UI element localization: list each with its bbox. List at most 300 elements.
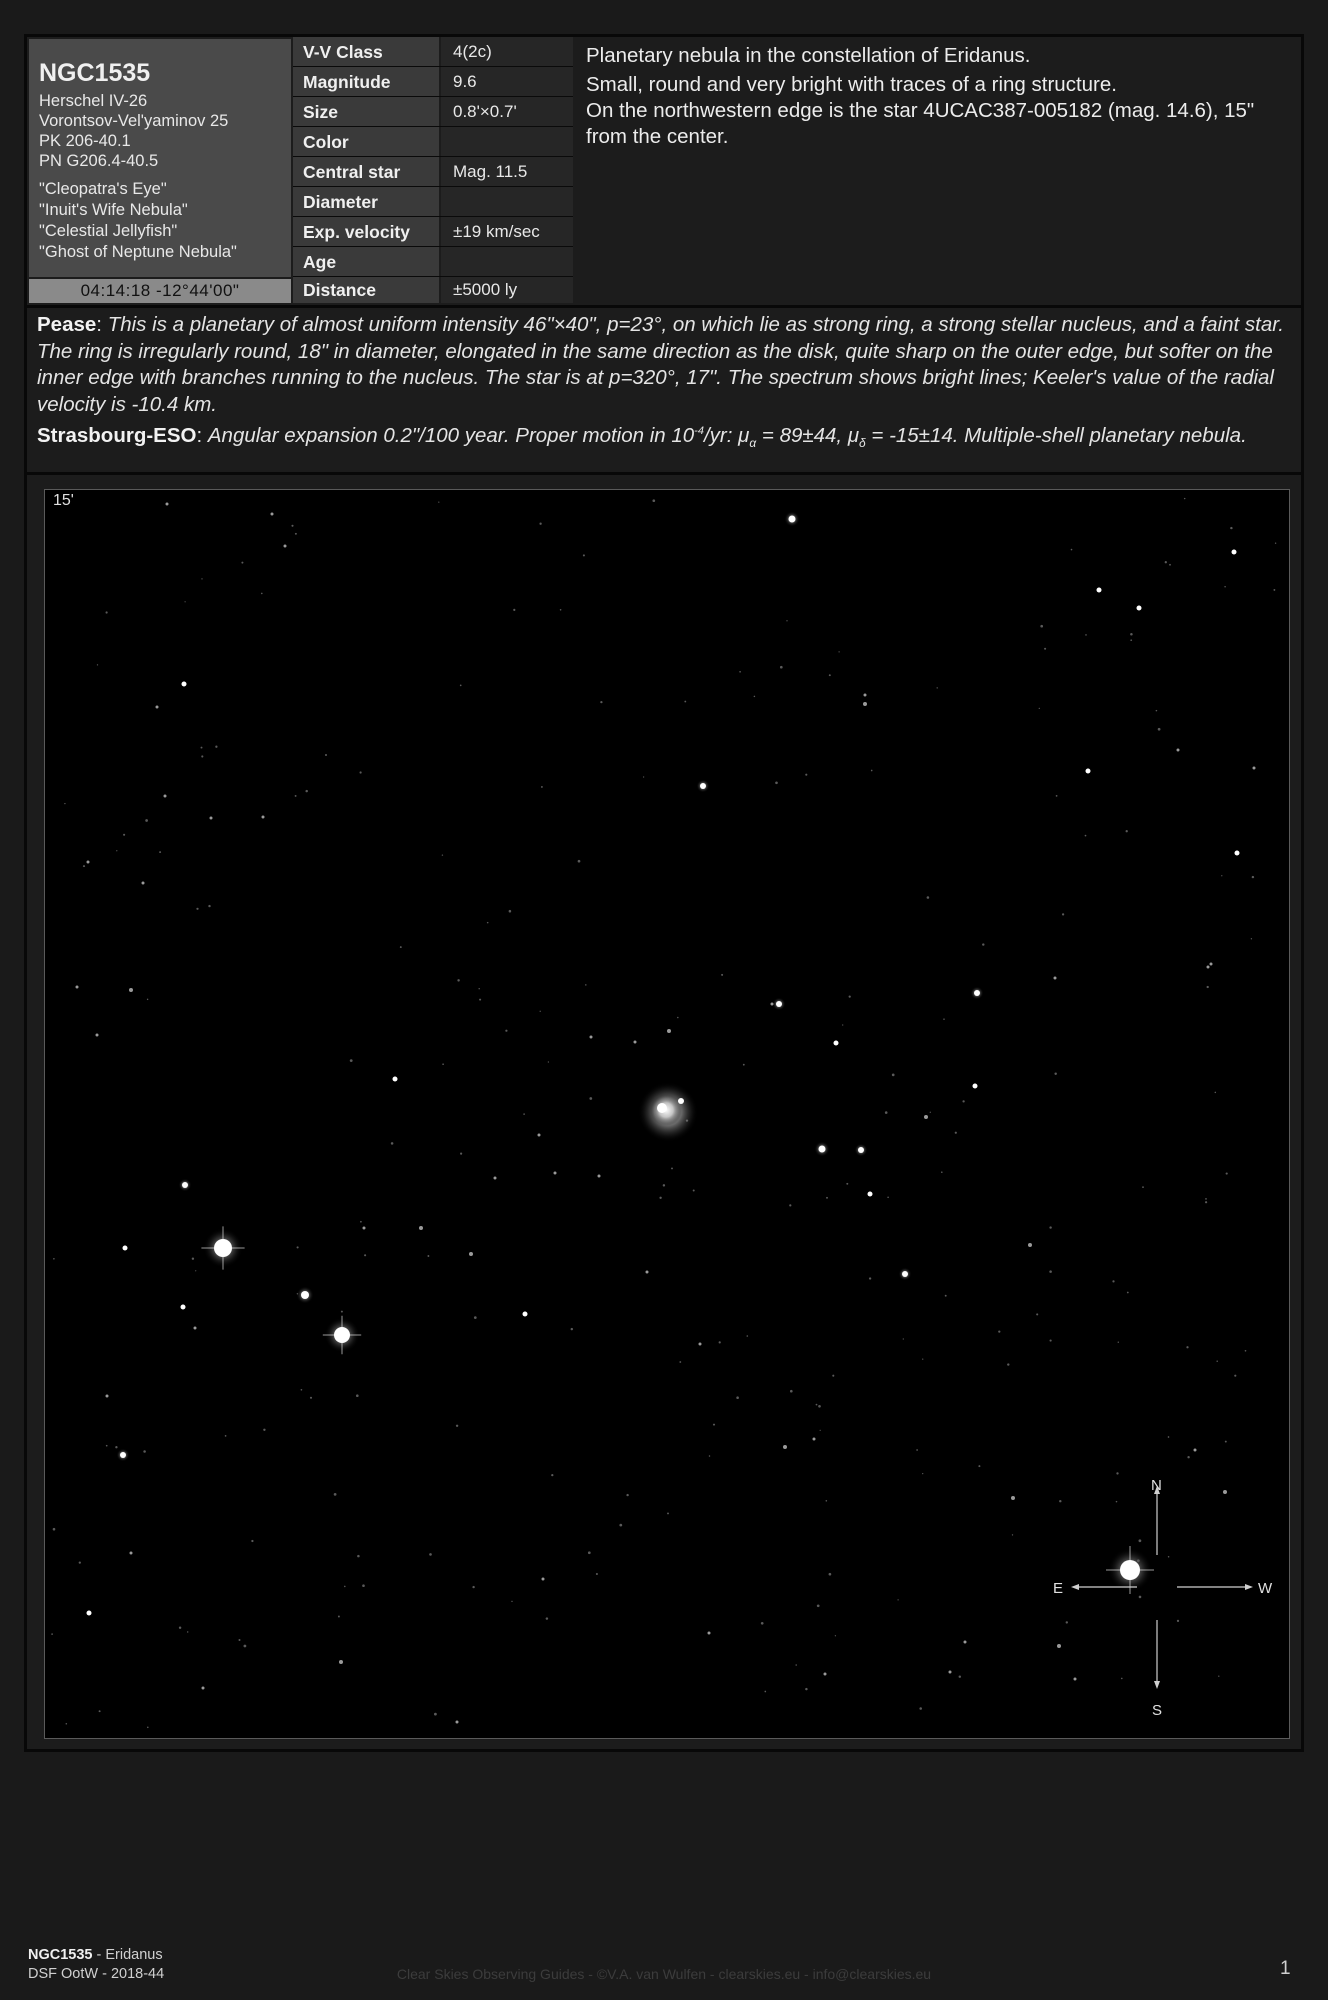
star	[1177, 749, 1180, 752]
property-label: Age	[293, 247, 439, 276]
faint-star	[588, 1551, 591, 1554]
faint-star	[1139, 1596, 1142, 1599]
faint-star	[83, 865, 85, 867]
star	[456, 1721, 459, 1724]
faint-star	[1049, 1270, 1052, 1273]
faint-star	[291, 525, 293, 527]
faint-star	[334, 1493, 337, 1496]
faint-star	[196, 908, 198, 910]
faint-star	[325, 754, 327, 756]
faint-star	[817, 1604, 820, 1607]
footer-guide: DSF OotW - 2018-44	[28, 1966, 165, 1982]
faint-star	[1169, 564, 1171, 566]
star	[819, 1146, 826, 1153]
star	[1232, 550, 1237, 555]
star	[973, 1084, 978, 1089]
faint-star	[511, 1601, 512, 1602]
faint-star	[1056, 795, 1058, 797]
faint-star	[927, 896, 930, 899]
faint-star	[143, 1450, 146, 1453]
description	[576, 39, 1298, 301]
properties-table	[293, 37, 573, 303]
star	[834, 1041, 839, 1046]
faint-star	[310, 1397, 312, 1399]
faint-star	[1139, 1539, 1142, 1542]
faint-star	[1156, 710, 1158, 712]
faint-star	[1062, 913, 1064, 915]
faint-star	[677, 1017, 679, 1019]
property-label: Central star	[293, 157, 439, 186]
alias: "Inuit's Wife Nebula"	[39, 201, 188, 219]
star	[182, 1182, 188, 1188]
faint-star	[1187, 1456, 1189, 1458]
faint-star	[1251, 938, 1252, 939]
faint-star	[1245, 1350, 1247, 1352]
star	[868, 1192, 873, 1197]
property-value: 4(2c)	[441, 37, 573, 66]
description-line: Planetary nebula in the constellation of Eridanus.	[586, 44, 1031, 67]
faint-star	[578, 860, 581, 863]
star	[554, 1172, 557, 1175]
faint-star	[295, 533, 297, 535]
faint-star	[97, 664, 98, 665]
faint-star	[1234, 1375, 1236, 1377]
faint-star	[350, 1059, 353, 1062]
star	[120, 1452, 126, 1458]
object-name: NGC1535	[39, 59, 151, 87]
faint-star	[195, 1270, 196, 1271]
faint-star	[225, 1435, 227, 1437]
star	[106, 1395, 109, 1398]
alias: "Cleopatra's Eye"	[39, 180, 167, 198]
strasbourg-text: /yr: μ	[703, 423, 750, 447]
description-line: On the northwestern edge is the star 4UCAC387-005182 (mag. 14.6), 15" from the center.	[586, 99, 1255, 148]
faint-star	[671, 1167, 673, 1169]
faint-star	[818, 1405, 821, 1408]
faint-star	[295, 795, 297, 797]
faint-star	[434, 1713, 437, 1716]
faint-star	[297, 1246, 299, 1248]
faint-star	[959, 1675, 961, 1677]
star	[130, 1552, 133, 1555]
faint-star	[596, 1573, 598, 1575]
faint-star	[619, 1524, 622, 1527]
faint-star	[1221, 875, 1222, 876]
faint-star	[1165, 561, 1167, 563]
faint-star	[713, 1424, 715, 1426]
faint-star	[1225, 1441, 1227, 1443]
faint-star	[1215, 1092, 1217, 1094]
faint-star	[885, 1111, 888, 1114]
faint-star	[1158, 728, 1161, 731]
star	[202, 1687, 205, 1690]
faint-star	[400, 946, 402, 948]
faint-star	[1116, 1472, 1118, 1474]
faint-star	[795, 1664, 797, 1666]
star	[771, 1003, 774, 1006]
faint-star	[1226, 1173, 1228, 1175]
faint-star	[159, 851, 161, 853]
star	[142, 882, 145, 885]
star-field	[45, 490, 1289, 1738]
designation: Herschel IV-26	[39, 92, 148, 110]
observation-notes	[27, 305, 1301, 475]
star	[87, 861, 90, 864]
star	[598, 1175, 601, 1178]
star	[863, 702, 867, 706]
faint-star	[1044, 648, 1046, 650]
compass	[1053, 1477, 1273, 1719]
faint-star	[505, 1030, 507, 1032]
faint-star	[560, 609, 562, 611]
faint-star	[1142, 1186, 1144, 1188]
header-section	[27, 37, 1301, 303]
footer-credit: Clear Skies Observing Guides - ©V.A. van Wulfen - clearskies.eu - info@clearskies.eu	[396, 1966, 932, 1982]
faint-star	[301, 1389, 303, 1391]
star	[646, 1271, 649, 1274]
faint-star	[1252, 876, 1254, 878]
property-row	[293, 67, 573, 97]
faint-star	[442, 854, 443, 855]
faint-star	[816, 1404, 818, 1406]
star	[494, 1177, 497, 1180]
pease-note: Pease: This is a planetary of almost uniform intensity 46"×40", p=23°, on which lie as strong ring, a strong stellar nucleus, and a faint star. The ring is irregularly round, 18" in diameter, elongated in the same direction as the disk, quite sharp on the outer edge, but softer on the inner edge with branches running to the nucleus. The star is at p=320°, 17". The spectrum shows bright lines; Keeler's value of the radial velocity is -10.4 km.	[37, 313, 1284, 416]
faint-star	[1224, 586, 1225, 587]
star	[858, 1147, 864, 1153]
faint-star	[1168, 1436, 1170, 1438]
property-row	[293, 217, 573, 247]
property-row	[293, 187, 573, 217]
faint-star	[106, 1445, 108, 1447]
property-value: Mag. 11.5	[441, 157, 573, 186]
faint-star	[1049, 1226, 1051, 1228]
property-label: V-V Class	[293, 37, 439, 66]
star	[271, 513, 274, 516]
star	[1054, 977, 1057, 980]
compass-north: N	[1151, 1477, 1162, 1494]
property-value	[441, 187, 573, 216]
faint-star	[869, 1277, 871, 1279]
star	[156, 706, 159, 709]
faint-star	[391, 1142, 394, 1145]
star	[182, 682, 187, 687]
faint-star	[540, 1011, 541, 1012]
property-row	[293, 97, 573, 127]
faint-star	[460, 685, 462, 687]
faint-star	[429, 1553, 432, 1556]
faint-star	[571, 1328, 573, 1330]
star	[1086, 769, 1091, 774]
star	[1137, 606, 1142, 611]
faint-star	[208, 905, 210, 907]
faint-star	[871, 770, 873, 772]
faint-star	[930, 1112, 931, 1113]
pease-text: This is a planetary of almost uniform intensity 46"×40", p=23°, on which lie as strong ring, a strong stellar nucleus, and a faint star. The ring is irregularly round, 18" in diameter, elongated in the same direction as the disk, quite sharp on the outer edge, but softer on the inner edge with branches running to the nucleus. The star is at p=320°, 17". The spectrum shows bright lines; Keeler's value of the radial velocity is -10.4 km.	[37, 313, 1284, 416]
property-value	[441, 247, 573, 276]
faint-star	[548, 1061, 549, 1062]
strasbourg-text: Angular expansion 0.2"/100 year. Proper motion in 10	[207, 423, 695, 447]
faint-star	[487, 922, 489, 924]
faint-star	[115, 1446, 117, 1448]
faint-star	[179, 1626, 181, 1628]
faint-star	[805, 774, 807, 776]
property-value	[441, 127, 573, 156]
faint-star	[362, 1584, 365, 1587]
faint-star	[238, 1639, 240, 1641]
property-value: ±19 km/sec	[441, 217, 573, 246]
faint-star	[297, 1293, 298, 1294]
faint-star	[626, 1494, 628, 1496]
strasbourg-note: Strasbourg-ESO: Angular expansion 0.2"/100 year. Proper motion in $10^{-4}/yr$: $\mu_\alpha = 89\pm 44$, $\mu_\delta = -15\pm 14$. Multiple-shell planetary nebula.	[37, 423, 1247, 450]
faint-star	[244, 1645, 247, 1648]
faint-star	[945, 1295, 947, 1297]
faint-star	[892, 1074, 895, 1077]
faint-star	[1040, 625, 1043, 628]
faint-star	[1085, 835, 1087, 837]
star	[1011, 1496, 1015, 1500]
star	[210, 817, 213, 820]
faint-star	[474, 1316, 477, 1319]
faint-star	[719, 1341, 721, 1343]
faint-star	[903, 1338, 904, 1339]
footer-constellation: - Eridanus	[92, 1947, 163, 1963]
faint-star	[123, 834, 125, 836]
faint-star	[442, 1063, 444, 1065]
faint-star	[1275, 543, 1276, 544]
property-value: 0.8'×0.7'	[441, 97, 573, 126]
planetary-nebula	[638, 1082, 698, 1142]
faint-star	[826, 1197, 828, 1199]
star	[194, 1327, 197, 1330]
faint-star	[789, 1204, 791, 1206]
faint-star	[1054, 1072, 1056, 1074]
faint-star	[829, 1573, 832, 1576]
star	[284, 545, 287, 548]
field-scale: 15'	[53, 492, 74, 509]
faint-star	[743, 1064, 745, 1066]
faint-star	[66, 1723, 68, 1725]
faint-star	[539, 523, 541, 525]
star	[1097, 588, 1102, 593]
property-row	[293, 157, 573, 187]
star	[542, 1578, 545, 1581]
faint-star	[1184, 498, 1185, 499]
faint-star	[652, 499, 655, 502]
identification-box	[29, 39, 291, 277]
faint-star	[192, 1258, 194, 1260]
faint-star	[663, 1184, 665, 1186]
faint-star	[341, 1311, 343, 1313]
faint-star	[457, 979, 459, 981]
faint-star	[761, 1622, 764, 1625]
description-line: Small, round and very bright with traces of a ring structure.	[586, 73, 1117, 96]
faint-star	[1012, 1534, 1013, 1535]
faint-star	[116, 850, 117, 851]
faint-star	[1230, 527, 1232, 529]
property-label: Exp. velocity	[293, 217, 439, 246]
star	[699, 1343, 702, 1346]
faint-star	[739, 671, 741, 673]
faint-star	[509, 910, 512, 913]
faint-star	[978, 1465, 980, 1467]
faint-star	[1085, 634, 1087, 636]
faint-star	[941, 1171, 943, 1173]
star	[667, 1029, 671, 1033]
faint-star	[357, 1555, 360, 1558]
star	[1210, 963, 1213, 966]
faint-star	[805, 1688, 807, 1690]
faint-star	[775, 781, 778, 784]
faint-star	[1116, 1501, 1118, 1503]
faint-star	[919, 1707, 922, 1710]
page-number: 1	[1280, 1958, 1291, 1979]
faint-star	[736, 1396, 739, 1399]
star	[708, 1632, 711, 1635]
faint-star	[1205, 1198, 1207, 1200]
faint-star	[187, 1631, 188, 1632]
alias: "Celestial Jellyfish"	[39, 222, 178, 240]
designation: PK 206-40.1	[39, 132, 131, 150]
faint-star	[479, 988, 480, 989]
faint-star	[472, 1586, 474, 1588]
faint-star	[201, 578, 202, 579]
star	[339, 1660, 343, 1664]
faint-star	[360, 1221, 362, 1223]
faint-star	[53, 1258, 55, 1260]
faint-star	[897, 1599, 898, 1600]
faint-star	[982, 943, 984, 945]
star	[76, 986, 79, 989]
property-value: ±5000 ly	[441, 277, 573, 303]
faint-star	[1118, 1342, 1119, 1343]
faint-star	[201, 747, 203, 749]
faint-star	[99, 1710, 101, 1712]
faint-star	[106, 611, 108, 613]
faint-star	[145, 819, 148, 822]
faint-star	[754, 696, 756, 698]
star	[166, 503, 169, 506]
faint-star	[786, 620, 787, 621]
faint-star	[251, 1540, 253, 1542]
faint-star	[51, 1633, 53, 1635]
faint-star	[64, 803, 65, 804]
star	[523, 1312, 528, 1317]
faint-star	[541, 786, 543, 788]
faint-star	[1216, 1361, 1217, 1362]
faint-star	[667, 1512, 669, 1514]
faint-star	[1273, 589, 1275, 591]
faint-star	[427, 1255, 429, 1257]
property-label: Color	[293, 127, 439, 156]
faint-star	[1126, 830, 1128, 832]
faint-star	[344, 1586, 346, 1588]
compass-west: W	[1258, 1580, 1273, 1597]
star	[902, 1271, 908, 1277]
faint-star	[962, 1100, 964, 1102]
star	[590, 1036, 593, 1039]
faint-star	[643, 776, 644, 777]
faint-star	[305, 790, 307, 792]
faint-star	[764, 1691, 766, 1693]
faint-star	[721, 974, 723, 976]
faint-star	[364, 1254, 366, 1256]
property-label: Size	[293, 97, 439, 126]
faint-star	[1050, 1340, 1052, 1342]
star	[1235, 851, 1240, 856]
faint-star	[1177, 1620, 1179, 1622]
star	[864, 694, 867, 697]
object-sheet	[24, 34, 1304, 1752]
star	[634, 1041, 637, 1044]
faint-star	[693, 1189, 695, 1191]
faint-star	[922, 1473, 923, 1474]
faint-star	[1130, 639, 1132, 641]
mu-alpha-subscript: α	[749, 435, 757, 450]
star	[262, 816, 265, 819]
property-label: Distance	[293, 277, 439, 303]
faint-star	[937, 687, 938, 688]
star	[700, 783, 706, 789]
star	[363, 1227, 366, 1230]
faint-star	[523, 1113, 525, 1115]
star	[789, 516, 796, 523]
faint-star	[1218, 1676, 1219, 1677]
star	[96, 1034, 99, 1037]
faint-star	[1071, 549, 1073, 551]
faint-star	[1112, 1280, 1114, 1282]
star	[1194, 1449, 1197, 1452]
faint-star	[746, 1335, 748, 1337]
faint-star	[1036, 1313, 1038, 1315]
faint-star	[356, 1394, 359, 1397]
compass-south: S	[1152, 1702, 1163, 1719]
faint-star	[589, 1097, 592, 1100]
faint-star	[955, 1132, 957, 1134]
property-label: Magnitude	[293, 67, 439, 96]
faint-star	[835, 1635, 836, 1636]
star	[1223, 1490, 1227, 1494]
faint-star	[826, 1500, 828, 1502]
exponent: -4	[694, 425, 704, 437]
designation: PN G206.4-40.5	[39, 152, 159, 170]
property-value: 9.6	[441, 67, 573, 96]
star	[1074, 1678, 1077, 1681]
star	[419, 1226, 423, 1230]
faint-star	[846, 1183, 848, 1185]
faint-star	[1039, 708, 1040, 709]
faint-star	[147, 1727, 149, 1729]
property-label: Diameter	[293, 187, 439, 216]
pease-label: Pease	[37, 313, 97, 336]
star	[813, 1438, 816, 1441]
faint-star	[659, 1197, 661, 1199]
faint-star	[263, 1429, 265, 1431]
property-row	[293, 37, 573, 67]
faint-star	[780, 666, 783, 669]
faint-star	[1066, 1621, 1068, 1623]
star	[123, 1246, 128, 1251]
coordinates: 04:14:18 -12°44'00"	[29, 279, 291, 303]
faint-star	[551, 1474, 553, 1476]
faint-star	[842, 1024, 843, 1025]
faint-star	[184, 601, 185, 602]
star	[301, 1291, 309, 1299]
faint-star	[1207, 986, 1209, 988]
faint-star	[1137, 1559, 1140, 1562]
faint-star	[679, 1361, 681, 1363]
star	[974, 990, 980, 996]
faint-star	[684, 701, 686, 703]
